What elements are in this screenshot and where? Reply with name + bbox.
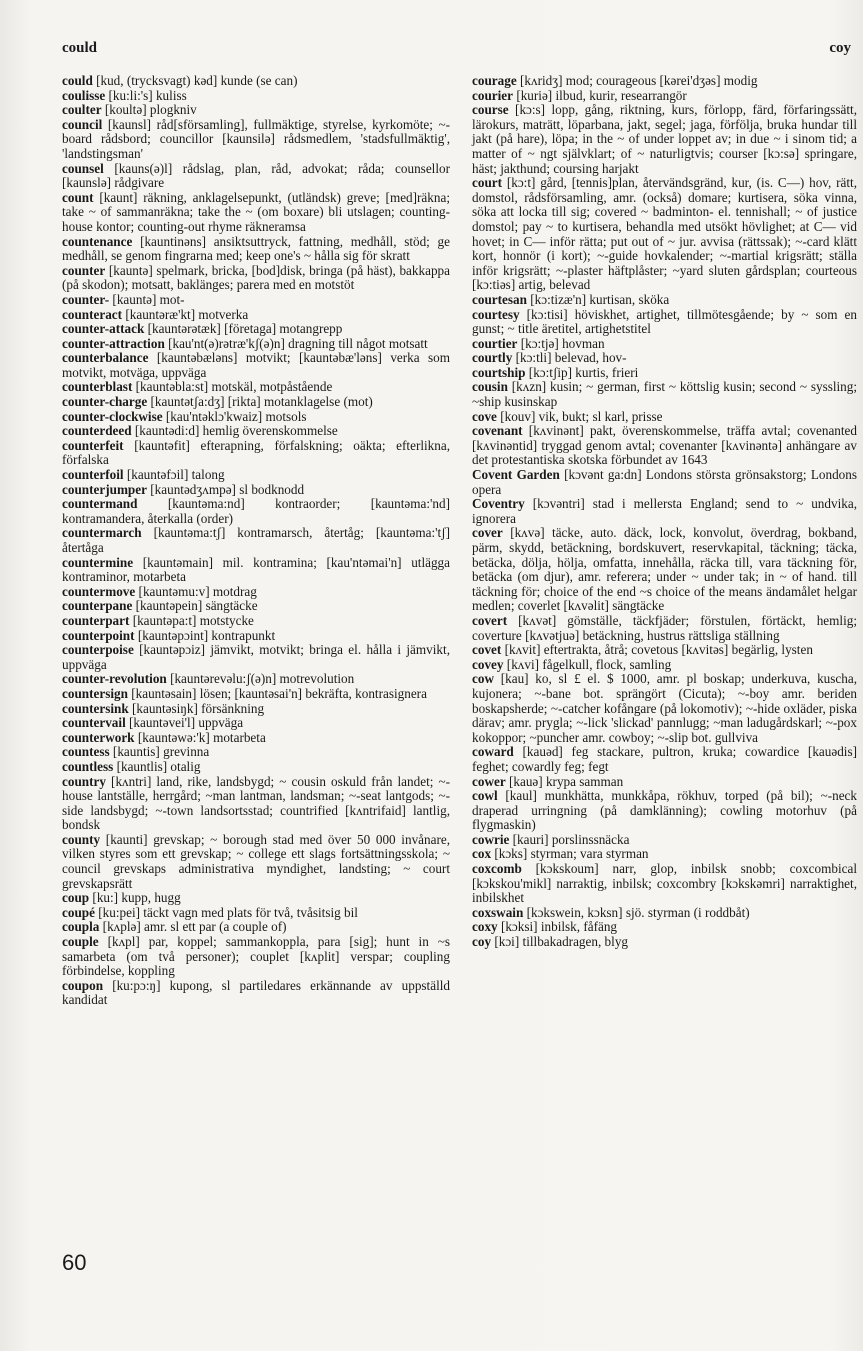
dictionary-entry — [472, 89, 857, 104]
headword: countersign — [62, 685, 128, 701]
definition: [kuriə] ilbud, kurir, researrangör — [516, 87, 687, 103]
headword: coupla — [62, 919, 100, 935]
definition: [ku:] kupp, hugg — [92, 890, 181, 906]
dictionary-entry — [472, 658, 857, 673]
definition: [kauntəvei'l] uppväga — [129, 715, 244, 731]
headword: cowrie — [472, 831, 510, 847]
headword: counter-revolution — [62, 671, 167, 687]
headword: courtly — [472, 350, 513, 366]
definition: [kʌridʒ] mod; courageous [kərei'dʒəs] modig — [519, 73, 758, 88]
dictionary-entry — [472, 366, 857, 381]
headword: counterpart — [62, 612, 130, 628]
headword: countermarch — [62, 525, 142, 541]
definition: [kɔ:tjə] hovman — [520, 335, 605, 351]
definition: [kʌvi] fågelkull, flock, samling — [506, 656, 672, 672]
definition: [kɔ:tisi] höviskhet, artighet, tillmötesgående; by ~ som en gunst; ~ title äretitel, artighetstitel — [472, 306, 858, 337]
dictionary-entry — [62, 556, 450, 585]
dictionary-entry — [472, 526, 857, 614]
dictionary-entry — [62, 979, 450, 1008]
definition: [kauntəmu:v] motdrag — [138, 583, 257, 599]
headword: counterjumper — [62, 481, 147, 497]
dictionary-entry — [62, 599, 450, 614]
headword: counterfoil — [62, 467, 124, 483]
headword: counterfeit — [62, 437, 124, 453]
definition: [kɔkskoum] narr, glop, inbilsk snobb; coxcombical [kɔkskou'mikl] narraktig, inbilsk; coxcombry [kɔkskəmri] narraktighet, inbilskhet — [472, 861, 858, 906]
definition: [kɔ:tʃip] kurtis, frieri — [528, 364, 639, 380]
definition: [ku:pɔ:ŋ] kupong, sl partiledares erkännande av uppställd kandidat — [62, 977, 450, 1008]
dictionary-entry — [62, 935, 450, 979]
definition: [kaunti] grevskap; ~ borough stad med över 50 000 invånare, vilken styres som ett grevskap; ~ college ett slags fortsättningsskola; ~ council grevskaps administrativa myndighet, landsting; ~ court grevskapsrätt — [62, 831, 451, 891]
definition: [kɔvəntri] stad i mellersta England; send to ~ undvika, ignorera — [472, 496, 857, 526]
definition: [kɔ:s] lopp, gång, riktning, kurs, förlopp, färd, förfaringssätt, lärokurs, maträtt, löparbana, jakt, segel; jaga, förfölja, bruka hundar till jakt (på hare), löpa; in the ~ of under loppet av; in due ~ i sinom tid; a matter of ~ ngt självklart; of ~ naturligtvis; courser [kɔ:sə] springare, häst; jakthund; coursing harjakt — [472, 102, 858, 176]
definition: [kʌpl] par, koppel; sammankoppla, para [sig]; hunt in ~s samarbeta (om två personer); couplet [kʌplit] verspar; coupling förbindelse, koppling — [62, 934, 451, 979]
dictionary-entry — [62, 920, 450, 935]
definition: [kauə] krypa samman — [508, 773, 624, 789]
headword: council — [62, 116, 103, 132]
headword: counterdeed — [62, 423, 132, 439]
definition: [kau'ntəklɔ'kwaiz] motsols — [165, 408, 307, 424]
headword: coxswain — [472, 904, 524, 920]
dictionary-entry — [62, 745, 450, 760]
definition: [kɔ:tli] belevad, hov- — [515, 350, 627, 366]
definition: [kɔ:tizæ'n] kurtisan, sköka — [530, 291, 670, 307]
definition: [kaunt] räkning, anklagelsepunkt, (utländsk) greve; [med]räkna; take ~ of sammanräkna; take the ~ (om boxare) bli utslagen; counting-house kontor; counting-out rhyme räkneramsa — [62, 189, 450, 234]
definition: [kauntinəns] ansiktsuttryck, fattning, medhåll, stöd; ge medhåll, se genom fingrarna med; keep one's ~ hålla sig för skratt — [62, 233, 451, 264]
definition: [kauntəbæləns] motvikt; [kauntəbæ'ləns] verka som motvikt, motväga, uppväga — [62, 350, 450, 380]
definition: [kouv] vik, bukt; sl karl, prisse — [500, 408, 663, 424]
headword: courtesan — [472, 291, 527, 307]
dictionary-entry — [62, 118, 450, 162]
headword: Coventry — [472, 496, 525, 512]
dictionary-entry — [62, 833, 450, 891]
headword: cover — [472, 525, 503, 541]
definition: [kauntis] grevinna — [112, 744, 210, 760]
headword: cowl — [472, 788, 498, 804]
dictionary-entry — [472, 74, 857, 89]
right-column — [472, 74, 857, 950]
headword: courier — [472, 87, 514, 103]
dictionary-entry — [62, 614, 450, 629]
definition: [kɔkswein, kɔksn] sjö. styrman (i roddbåt) — [526, 904, 750, 920]
headword: counterpoise — [62, 642, 134, 658]
headword: counterwork — [62, 729, 135, 745]
definition: [kauntətʃa:dʒ] [rikta] motanklagelse (mot) — [150, 394, 373, 410]
headword: countersink — [62, 700, 129, 716]
dictionary-entry — [62, 380, 450, 395]
definition: [kauntəma:nd] kontraorder; [kauntəma:'nd] kontramandera, återkalla (order) — [62, 496, 450, 526]
dictionary-entry — [62, 687, 450, 702]
headword: count — [62, 189, 94, 205]
definition: [kauntə] mot- — [112, 291, 185, 307]
definition: [kauntəsiŋk] försänkning — [131, 700, 265, 716]
headword: counter-charge — [62, 394, 148, 410]
dictionary-entry — [472, 775, 857, 790]
dictionary-entry — [472, 920, 857, 935]
definition: [kud, (trycksvagt) kəd] kunde (se can) — [96, 73, 298, 88]
dictionary-entry — [472, 410, 857, 425]
dictionary-entry — [62, 497, 450, 526]
definition: [kauntlis] otalig — [116, 758, 201, 774]
headword: coxy — [472, 919, 498, 935]
definition: [kauntədi:d] hemlig överenskommelse — [134, 423, 338, 439]
dictionary-entry — [62, 585, 450, 600]
dictionary-entry — [472, 935, 857, 950]
page-number: 60 — [62, 1250, 87, 1275]
headword: cousin — [472, 379, 508, 395]
headword: countervail — [62, 715, 126, 731]
dictionary-entry — [62, 643, 450, 672]
dictionary-entry — [472, 293, 857, 308]
headword: counsel — [62, 160, 104, 176]
headword: courtesy — [472, 306, 520, 322]
definition: [kaul] munkhätta, munkkåpa, rökhuv, torped (på bil); ~-neck draperad urringning (på damklänning); cowling motorhuv (på flygmaskin) — [472, 788, 857, 833]
headword: cove — [472, 408, 497, 424]
definition: [koultə] plogkniv — [104, 102, 197, 118]
dictionary-entry — [62, 162, 450, 191]
dictionary-entry — [62, 629, 450, 644]
definition: [kʌntri] land, rike, landsbygd; ~ cousin oskuld från landet; ~-house lantställe, herrgård; ~man lantman, landsman; ~-seat lantgods; ~-side landsbygd; ~-town landsortsstad; countrified [kʌntrifaid] lantlig, bondsk — [62, 773, 451, 833]
definition: [kauntəræ'kt] motverka — [125, 306, 249, 322]
definition: [kauntəsain] lösen; [kauntəsai'n] bekräfta, kontrasignera — [131, 685, 427, 701]
definition: [kauntərətæk] [företaga] motangrepp — [147, 321, 343, 337]
dictionary-entry — [62, 264, 450, 293]
definition: [kauns(ə)l] rådslag, plan, råd, advokat; råda; counsellor [kaunslə] rådgivare — [62, 160, 450, 191]
definition: [kauntəbla:st] motskäl, motpåstående — [135, 379, 333, 395]
definition: [kauntəmain] mil. kontramina; [kau'ntəmai'n] utlägga kontraminor, motarbeta — [62, 554, 451, 585]
dictionary-entry — [62, 235, 450, 264]
dictionary-entry — [62, 293, 450, 308]
dictionary-entry — [472, 176, 857, 293]
headword: counter- — [62, 291, 110, 307]
right-guide-word: coy — [829, 40, 851, 56]
headword: coy — [472, 934, 492, 950]
headword: cower — [472, 773, 506, 789]
definition: [kauntəma:tʃ] kontramarsch, återtåg; [kauntəma:'tʃ] återtåga — [62, 525, 450, 555]
dictionary-entry — [472, 862, 857, 906]
headword: Covent Garden — [472, 467, 560, 483]
headword: court — [472, 175, 503, 191]
definition: [kauntəwə:'k] motarbeta — [137, 729, 266, 745]
definition: [kauntəfit] efterapning, förfalskning; oäkta; efterlikna, förfalska — [62, 437, 450, 468]
dictionary-entry — [472, 614, 857, 643]
definition: [kaunsl] råd[sförsamling], fullmäktige, styrelse, kyrkomöte; ~-board rådsbord; councillor [kaunsilə] rådsmedlem, 'stadsfullmäktig', 'landstingsman' — [62, 116, 451, 161]
definition: [kauri] porslinssnäcka — [512, 831, 630, 847]
definition: [kauntəpein] sängtäcke — [135, 598, 258, 614]
headword: counterpane — [62, 598, 133, 614]
headword: counter-attack — [62, 321, 145, 337]
headword: covey — [472, 656, 504, 672]
dictionary-entry — [62, 337, 450, 352]
headword: county — [62, 831, 101, 847]
definition: [kauntə] spelmark, bricka, [bod]disk, bringa (på häst), bakkappa (på skodon); motsatt, baklänges; parera med en motstöt — [62, 262, 450, 293]
headword: countless — [62, 758, 114, 774]
dictionary-entry — [62, 424, 450, 439]
left-column — [62, 74, 450, 1008]
definition: [kauntəpɔiz] jämvikt, motvikt; bringa el. hålla i jämvikt, uppväga — [62, 642, 450, 672]
dictionary-entry — [62, 351, 450, 380]
definition: [kau] ko, sl £ el. $ 1000, amr. pl boskap; underkuva, kuscha, kujonera; ~-bane bot. sprängört (Cicuta); ~-boy amr. beriden boskapsherde; ~-catcher kofångare (på lokomotiv); ~-hide oxläder, piska därav; amr. prygla; ~-lick 'slickad' pannlugg; ~man ladugårdskarl; ~-pox kokoppor; ~puncher amr. cowboy; ~-slip bot. gullviva — [472, 671, 857, 745]
headword: counter — [62, 262, 106, 278]
dictionary-entry — [472, 308, 857, 337]
definition: [kɔksi] inbilsk, fåfäng — [500, 919, 618, 935]
headword: coupon — [62, 977, 104, 993]
definition: [kauntədʒʌmpə] sl bodknodd — [150, 481, 305, 497]
headword: covert — [472, 612, 508, 628]
headword: counteract — [62, 306, 123, 322]
definition: [kauntərevəlu:ʃ(ə)n] motrevolution — [170, 671, 355, 687]
dictionary-entry — [62, 716, 450, 731]
headword: courage — [472, 73, 517, 88]
dictionary-entry — [472, 497, 857, 526]
headword: counterblast — [62, 379, 133, 395]
definition: [kauntəpa:t] motstycke — [132, 612, 254, 628]
headword: countermove — [62, 583, 136, 599]
headword: coulter — [62, 102, 102, 118]
headword: cox — [472, 846, 492, 862]
headword: coward — [472, 744, 514, 760]
definition: [kʌplə] amr. sl ett par (a couple of) — [102, 919, 287, 935]
headword: could — [62, 73, 93, 88]
dictionary-entry — [472, 906, 857, 921]
dictionary-entry — [62, 89, 450, 104]
dictionary-entry — [62, 103, 450, 118]
headword: course — [472, 102, 509, 118]
dictionary-entry — [472, 424, 857, 468]
dictionary-entry — [62, 483, 450, 498]
left-guide-word: could — [62, 40, 98, 56]
dictionary-entry — [472, 351, 857, 366]
definition: [kauntəfɔil] talong — [126, 467, 225, 483]
headword: countess — [62, 744, 110, 760]
dictionary-entry — [472, 103, 857, 176]
headword: courtship — [472, 364, 526, 380]
dictionary-entry — [62, 702, 450, 717]
dictionary-entry — [62, 322, 450, 337]
dictionary-entry — [62, 891, 450, 906]
headword: coupé — [62, 904, 95, 920]
definition: [ku:pei] täckt vagn med plats för två, tvåsitsig bil — [98, 904, 358, 920]
dictionary-entry — [62, 308, 450, 323]
definition: [kauntəpɔint] kontrapunkt — [137, 627, 276, 643]
dictionary-entry — [472, 643, 857, 658]
headword: covenant — [472, 423, 523, 439]
headword: coup — [62, 890, 90, 906]
dictionary-entry — [62, 439, 450, 468]
headword: counterbalance — [62, 350, 149, 366]
headword: countermine — [62, 554, 134, 570]
headword: counter-attraction — [62, 335, 165, 351]
headword: covet — [472, 642, 502, 658]
definition: [kɔks] styrman; vara styrman — [494, 846, 649, 862]
headword: countermand — [62, 496, 138, 512]
dictionary-entry — [472, 468, 857, 497]
definition: [kʌvət] gömställe, täckfjäder; förstulen, förtäckt, hemlig; coverture [kʌvətjuə] betäckning, hustrus rättsliga ställning — [472, 612, 858, 643]
dictionary-entry — [472, 672, 857, 745]
dictionary-entry — [472, 337, 857, 352]
definition: [kau'nt(ə)rətræ'kʃ(ə)n] dragning till något motsatt — [168, 335, 428, 351]
definition: [kɔ:t] gård, [tennis]plan, återvändsgränd, kur, (is. C—) hov, rätt, domstol, rådsförsamling, amr. (också) domare; kurtisera, söka vinna, söka att locka till sig; covered ~ badminton- el. tennishall; ~ of justice domstol; pay ~ to kurtisera, behandla med utsökt hövlighet; at C— vid hovet; in C— inför rätta; put out of ~ jur. avvisa (rättssak); ~-card klätt kort, honnör (i kort); ~-guide hovkalender; ~-martial krigsrätt; ställa inför krigsrätt; ~-plaster häftplåster; ~yard sluten gårdsplan; courteous [kɔ:tiəs] artig, belevad — [472, 175, 857, 293]
definition: [kʌvit] eftertrakta, åtrå; covetous [kʌvitəs] begärlig, lysten — [504, 642, 813, 658]
headword: cow — [472, 671, 494, 687]
dictionary-entry — [62, 672, 450, 687]
dictionary-entry — [62, 468, 450, 483]
headword: coxcomb — [472, 861, 522, 877]
headword: countenance — [62, 233, 133, 249]
dictionary-entry — [472, 833, 857, 848]
dictionary-entry — [472, 745, 857, 774]
dictionary-entry — [62, 410, 450, 425]
dictionary-entry — [62, 775, 450, 833]
definition: [kɔvənt ga:dn] Londons största grönsakstorg; Londons opera — [472, 467, 857, 497]
dictionary-entry — [62, 760, 450, 775]
headword: country — [62, 773, 106, 789]
dictionary-entry — [472, 847, 857, 862]
definition: [kʌvinənt] pakt, överenskommelse, träffa avtal; covenanted [kʌvinəntid] tryggad genom avtal; covenanter [kʌvinəntə] anhängare av det protestantiska skotska förbundet av 1643 — [472, 423, 858, 468]
dictionary-entry — [62, 74, 450, 89]
dictionary-entry — [62, 526, 450, 555]
dictionary-entry — [62, 395, 450, 410]
definition: [kʌvə] täcke, auto. däck, lock, konvolut, överdrag, bokband, pärm, skydd, betäckning, bordskuvert, reservkapital, täckning; täcka, betäcka, dölja, hölja, omfatta, innehålla, räcka till, vara täckning för, betäcka (om djur), amr. referera; under ~ under tak; in ~ of hand. till täckning för; choice of the end ~s choice of the means ändamålet helgar medlen; coverlet [kʌvəlit] sängtäcke — [472, 525, 857, 614]
headword: coulisse — [62, 87, 106, 103]
headword: counter-clockwise — [62, 408, 163, 424]
headword: counterpoint — [62, 627, 135, 643]
dictionary-entry — [62, 191, 450, 235]
dictionary-entry — [472, 789, 857, 833]
running-header — [62, 40, 851, 62]
dictionary-entry — [62, 906, 450, 921]
headword: courtier — [472, 335, 518, 351]
definition: [ku:li:'s] kuliss — [108, 87, 187, 103]
dictionary-entry — [472, 380, 857, 409]
definition: [kʌzn] kusin; ~ german, first ~ köttslig kusin; second ~ syssling; ~ship kusinskap — [472, 379, 858, 410]
definition: [kɔi] tillbakadragen, blyg — [494, 934, 629, 950]
definition: [kauəd] feg stackare, pultron, kruka; cowardice [kauədis] feghet; cowardly feg; fegt — [472, 744, 857, 774]
headword: couple — [62, 934, 99, 950]
dictionary-entry — [62, 731, 450, 746]
